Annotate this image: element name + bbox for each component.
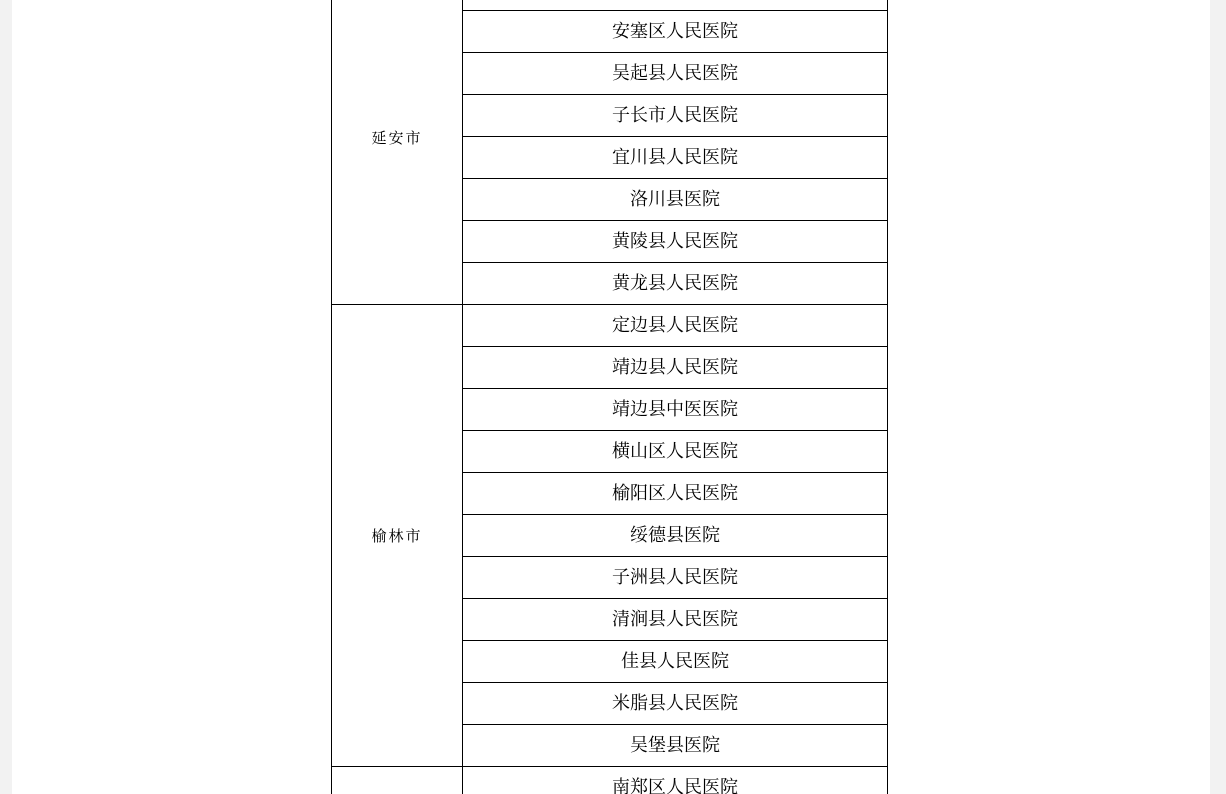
hospital-cell: 靖边县中医医院 [463, 389, 888, 431]
hospital-cell: 横山区人民医院 [463, 431, 888, 473]
city-cell [332, 767, 463, 794]
hospital-cell: 清涧县人民医院 [463, 599, 888, 641]
hospital-cell: 宜川县人民医院 [463, 137, 888, 179]
hospital-cell [463, 0, 888, 11]
hospital-cell: 吴起县人民医院 [463, 53, 888, 95]
hospital-cell: 黄龙县人民医院 [463, 263, 888, 305]
hospital-cell: 吴堡县医院 [463, 725, 888, 767]
hospital-cell: 南郑区人民医院 [463, 767, 888, 794]
hospital-cell: 子长市人民医院 [463, 95, 888, 137]
table-row [332, 305, 888, 347]
hospital-cell: 靖边县人民医院 [463, 347, 888, 389]
table-row [332, 0, 888, 11]
city-cell: 榆林市 [332, 305, 463, 767]
hospital-cell: 子洲县人民医院 [463, 557, 888, 599]
hospital-table [331, 0, 888, 794]
hospital-cell: 安塞区人民医院 [463, 11, 888, 53]
hospital-cell: 米脂县人民医院 [463, 683, 888, 725]
city-cell: 延安市 [332, 0, 463, 305]
hospital-cell: 定边县人民医院 [463, 305, 888, 347]
hospital-cell: 洛川县医院 [463, 179, 888, 221]
table-row [332, 767, 888, 794]
hospital-cell: 榆阳区人民医院 [463, 473, 888, 515]
document-page [12, 0, 1210, 794]
hospital-cell: 黄陵县人民医院 [463, 221, 888, 263]
hospital-cell: 绥德县医院 [463, 515, 888, 557]
hospital-cell: 佳县人民医院 [463, 641, 888, 683]
